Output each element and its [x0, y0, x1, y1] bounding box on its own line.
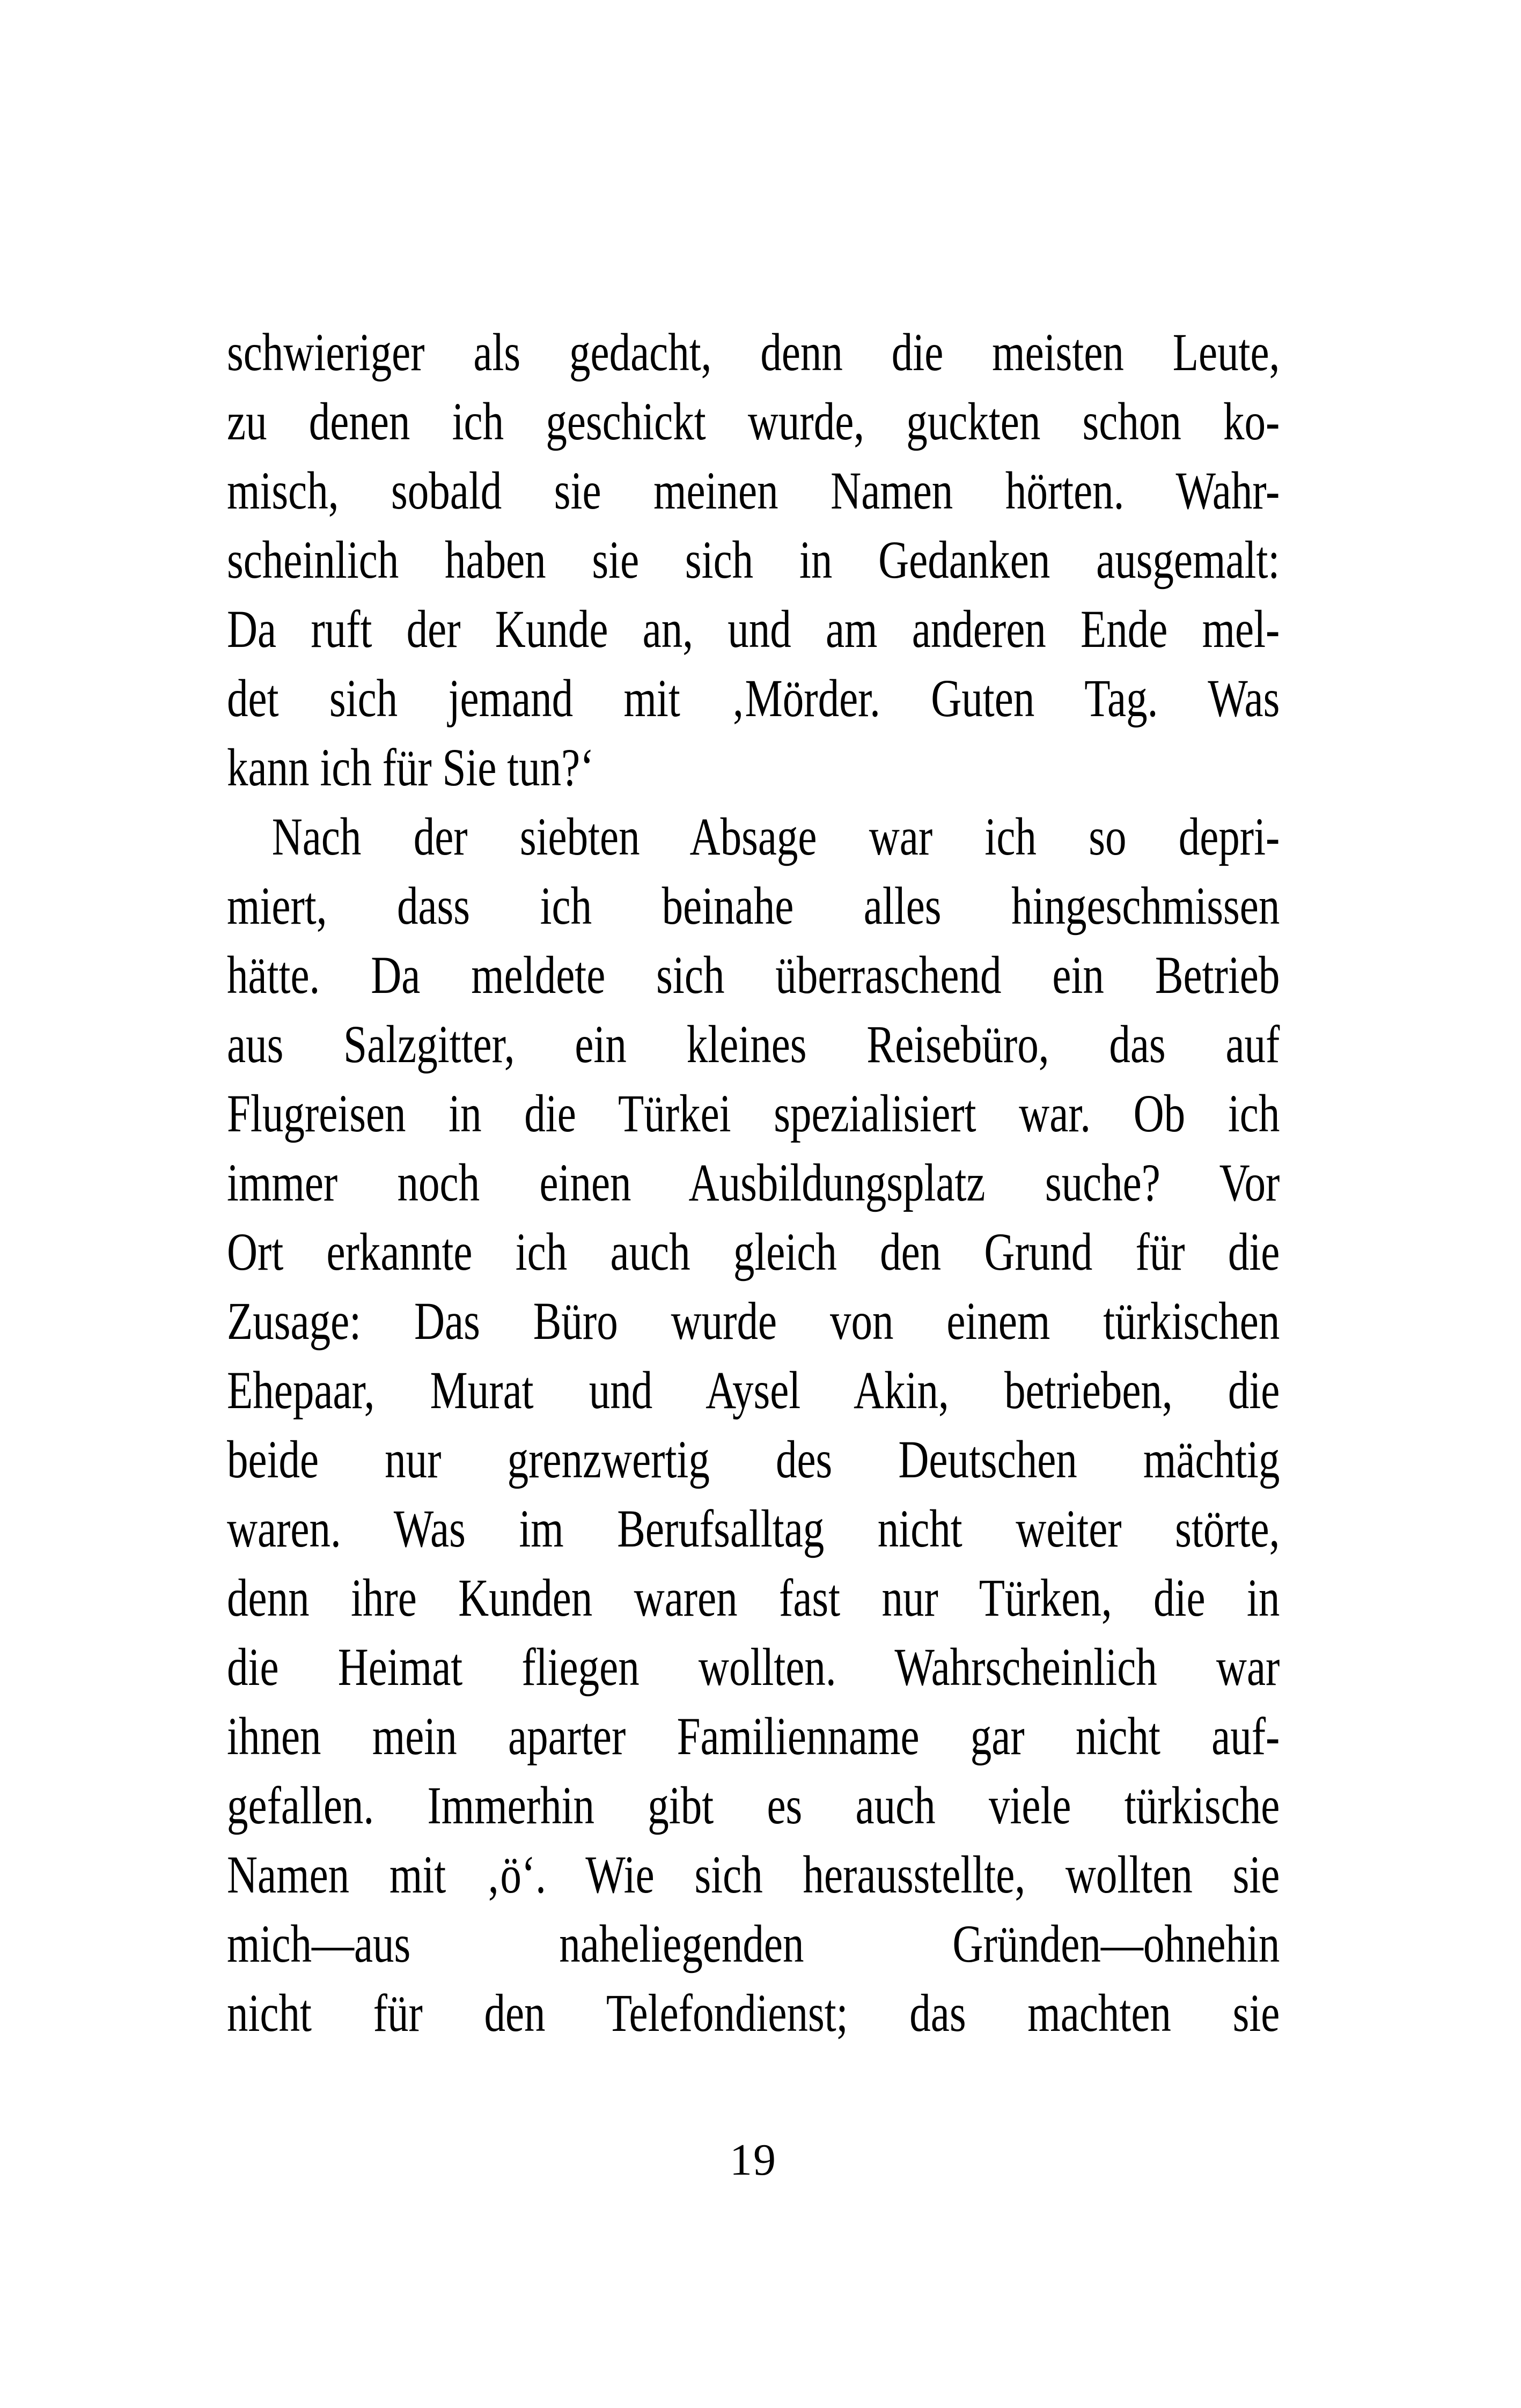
- text-line: schwieriger als gedacht, denn die meisten Leute,: [227, 322, 1280, 382]
- text-line: waren. Was im Berufsalltag nicht weiter störte,: [227, 1499, 1280, 1558]
- text-line: nicht für den Telefondienst; das machten sie: [227, 1983, 1280, 2043]
- page-number: 19: [730, 2135, 777, 2185]
- text-line: aus Salzgitter, ein kleines Reisebüro, das auf: [227, 1014, 1280, 1074]
- text-line: Ort erkannte ich auch gleich den Grund für die: [227, 1222, 1280, 1282]
- text-line: hätte. Da meldete sich überraschend ein Betrieb: [227, 945, 1280, 1005]
- text-line: Namen mit ‚ö‘. Wie sich herausstellte, wollten sie: [227, 1845, 1280, 1904]
- text-line: Nach der siebten Absage war ich so depri-: [271, 807, 1280, 866]
- text-line: immer noch einen Ausbildungsplatz suche? Vor: [227, 1153, 1280, 1212]
- text-line: det sich jemand mit ‚Mörder. Guten Tag. Was: [227, 668, 1280, 728]
- text-line: mich—aus naheliegenden Gründen—ohnehin: [227, 1914, 1280, 1973]
- text-line: gefallen. Immerhin gibt es auch viele türkische: [227, 1776, 1280, 1835]
- text-line: denn ihre Kunden waren fast nur Türken, die in: [227, 1568, 1280, 1628]
- page-text: [227, 318, 1280, 2048]
- text-line: Flugreisen in die Türkei spezialisiert war. Ob ich: [227, 1084, 1280, 1143]
- text-line: die Heimat fliegen wollten. Wahrscheinlich war: [227, 1637, 1280, 1697]
- text-line: Ehepaar, Murat und Aysel Akin, betrieben, die: [227, 1360, 1280, 1420]
- text-line: kann ich für Sie tun?‘: [227, 738, 594, 797]
- text-line: zu denen ich geschickt wurde, guckten schon ko-: [227, 392, 1280, 451]
- text-line: ihnen mein aparter Familienname gar nicht auf-: [227, 1706, 1280, 1766]
- text-line: misch, sobald sie meinen Namen hörten. Wahr-: [227, 461, 1280, 520]
- text-line: beide nur grenzwertig des Deutschen mächtig: [227, 1430, 1280, 1489]
- text-line: Zusage: Das Büro wurde von einem türkischen: [227, 1291, 1280, 1351]
- text-line: scheinlich haben sie sich in Gedanken ausgemalt:: [227, 530, 1280, 590]
- text-line: Da ruft der Kunde an, und am anderen Ende mel-: [227, 599, 1280, 659]
- text-line: miert, dass ich beinahe alles hingeschmissen: [227, 876, 1280, 936]
